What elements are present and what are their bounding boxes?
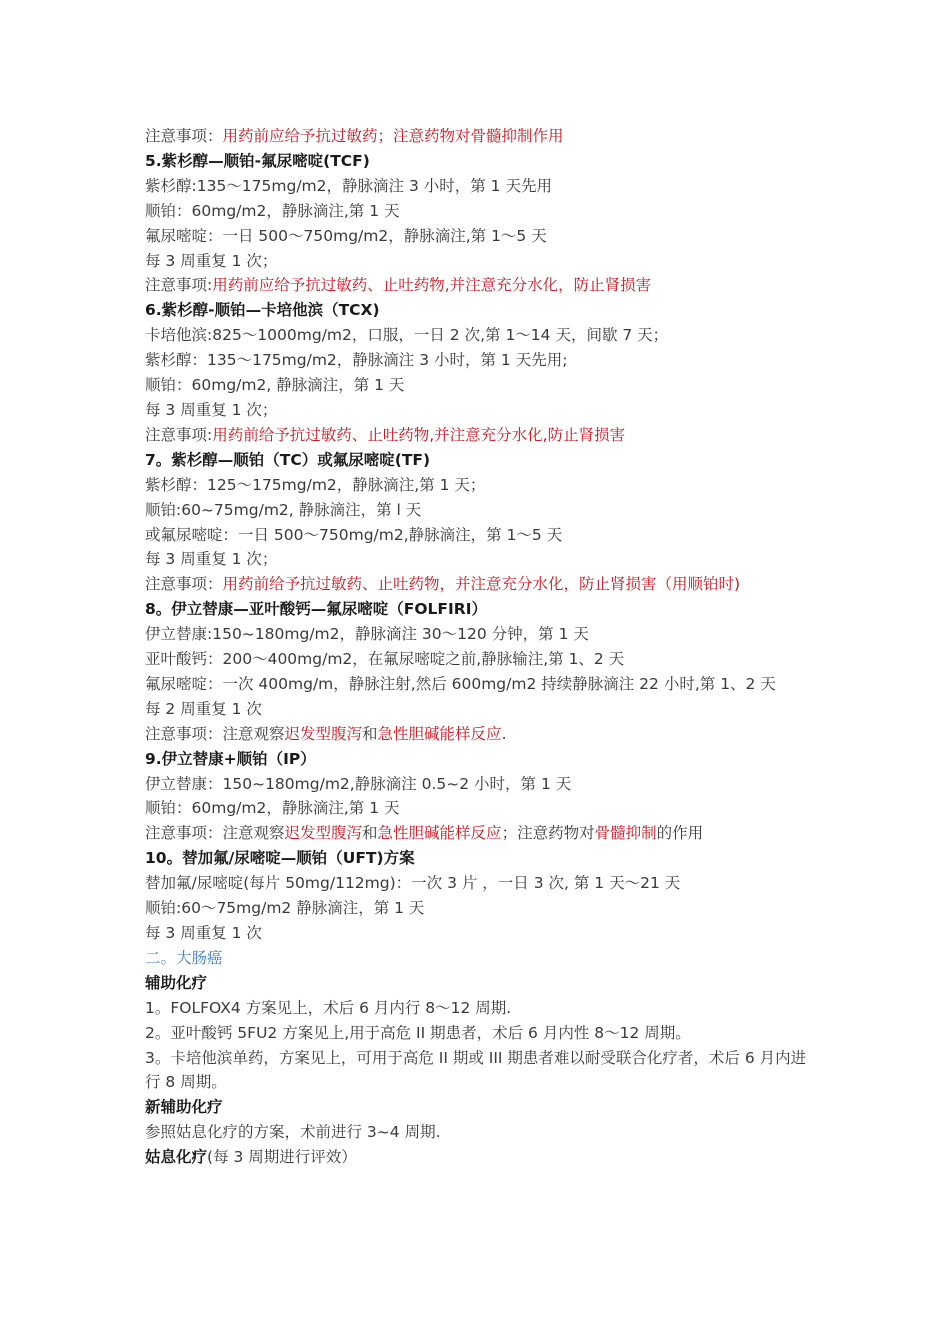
- text-line: 参照姑息化疗的方案，术前进行 3~4 周期.: [145, 1123, 441, 1142]
- text-span: 注意事项:: [145, 276, 213, 295]
- text-line: 每 3 周重复 1 次；: [145, 550, 278, 569]
- text-line: 氟尿嘧啶：一次 400mg/m，静脉注射,然后 600mg/m2 持续静脉滴注 22 小时,第 1、2 天: [145, 674, 776, 693]
- note-line: [145, 572, 815, 597]
- text-line: 亚叶酸钙：200～400mg/m2，在氟尿嘧啶之前,静脉输注,第 1、2 天: [145, 650, 625, 669]
- highlight-text: 用药前给予抗过敏药、止吐药物,并注意充分水化,防止肾损害: [212, 425, 626, 444]
- text-span: 和: [362, 724, 378, 743]
- note-line: [145, 124, 815, 149]
- highlight-text: 用药前应给予抗过敏药；注意药物对骨髓抑制作用: [222, 127, 564, 145]
- text-line: 或氟尿嘧啶：一日 500～750mg/m2,静脉滴注，第 1～5 天: [145, 525, 563, 544]
- note-line: [145, 821, 815, 846]
- regimen-heading: 7。紫杉醇—顺铂（TC）或氟尿嘧啶(TF): [145, 450, 431, 469]
- note-line: [145, 423, 815, 448]
- text-span: 注意事项：注意观察: [145, 724, 285, 743]
- highlight-text: 急性胆碱能样反应: [377, 824, 502, 843]
- text-line: 伊立替康：150~180mg/m2,静脉滴注 0.5~2 小时，第 1 天: [145, 774, 572, 793]
- text-line: 紫杉醇：135～175mg/m2，静脉滴注 3 小时，第 1 天先用;: [145, 351, 568, 370]
- text-line: 顺铂：60mg/m2, 静脉滴注，第 1 天: [145, 376, 405, 395]
- highlight-text: 骨髓抑制: [594, 824, 657, 843]
- text-span: 和: [362, 824, 378, 843]
- highlight-text: 用药前给予抗过敏药、止吐药物，并注意充分水化，防止肾损害（用顺铂时): [222, 575, 741, 594]
- text-line: 紫杉醇:135～175mg/m2，静脉滴注 3 小时，第 1 天先用: [145, 176, 552, 195]
- text-span: ；注意药物对: [501, 824, 595, 843]
- text-line: 每 3 周重复 1 次；: [145, 251, 278, 270]
- text-span: 注意事项:: [145, 425, 213, 444]
- text-line: 每 3 周重复 1 次: [145, 924, 262, 942]
- text-line: 顺铂:60～75mg/m2 静脉滴注，第 1 天: [145, 899, 425, 918]
- highlight-text: 急性胆碱能样反应: [377, 724, 502, 743]
- text-line: 每 3 周重复 1 次；: [145, 400, 278, 419]
- section-title: 二。大肠癌: [145, 948, 223, 967]
- regimen-heading: 10。替加氟/尿嘧啶—顺铂（UFT)方案: [145, 849, 415, 868]
- regimen-heading: 辅助化疗: [145, 973, 208, 992]
- text-line: 卡培他滨:825～1000mg/m2，口服，一日 2 次,第 1～14 天，间歇 7 天；: [145, 326, 669, 345]
- text-line: 氟尿嘧啶：一日 500～750mg/m2，静脉滴注,第 1～5 天: [145, 226, 547, 245]
- text-span: 的作用: [656, 824, 704, 843]
- text-line: 1。FOLFOX4 方案见上，术后 6 月内行 8～12 周期.: [145, 998, 512, 1017]
- highlight-text: 迟发型腹泻: [284, 824, 363, 843]
- text-span: (每 3 周期进行评效）: [207, 1148, 357, 1167]
- note-line: [145, 273, 815, 298]
- text-line: 紫杉醇：125～175mg/m2，静脉滴注,第 1 天；: [145, 475, 486, 494]
- text-line: 每 2 周重复 1 次: [145, 699, 262, 718]
- regimen-heading: 6.紫杉醇-顺铂—卡培他滨（TCX): [145, 301, 380, 320]
- document-body: [145, 124, 815, 1170]
- note-line: [145, 1145, 815, 1170]
- text-span: 注意事项：: [145, 575, 223, 594]
- text-line: 顺铂:60~75mg/m2, 静脉滴注，第 l 天: [145, 500, 422, 519]
- text-line: 顺铂：60mg/m2，静脉滴注,第 1 天: [145, 799, 400, 818]
- highlight-text: 用药前应给予抗过敏药、止吐药物,并注意充分水化，防止肾损害: [212, 276, 652, 295]
- text-line: 伊立替康:150~180mg/m2，静脉滴注 30～120 分钟，第 1 天: [145, 625, 589, 644]
- highlight-text: 迟发型腹泻: [284, 724, 363, 743]
- regimen-heading: 5.紫杉醇—顺铂-氟尿嘧啶(TCF): [145, 151, 370, 170]
- text-line: 替加氟/尿嘧啶(每片 50mg/112mg)：一次 3 片 ，一日 3 次, 第 1 天～21 天: [145, 874, 681, 893]
- text-line: 3。卡培他滨单药，方案见上，可用于高危 II 期或 III 期患者难以耐受联合化疗者，术后 6 月内进行 8 周期。: [145, 1048, 807, 1092]
- regimen-heading: 8。伊立替康—亚叶酸钙—氟尿嘧啶（FOLFIRI）: [145, 600, 487, 619]
- text-span: 姑息化疗: [145, 1148, 208, 1167]
- text-line: 顺铂：60mg/m2，静脉滴注,第 1 天: [145, 201, 400, 220]
- text-span: 注意事项：注意观察: [145, 824, 285, 843]
- note-line: [145, 722, 815, 747]
- regimen-heading: 新辅助化疗: [145, 1098, 223, 1117]
- regimen-heading: 9.伊立替康+顺铂（IP）: [145, 749, 316, 768]
- text-span: .: [501, 724, 507, 743]
- text-span: 注意事项：: [145, 127, 223, 145]
- text-line: 2。亚叶酸钙 5FU2 方案见上,用于高危 II 期患者，术后 6 月内性 8～12 周期。: [145, 1023, 691, 1042]
